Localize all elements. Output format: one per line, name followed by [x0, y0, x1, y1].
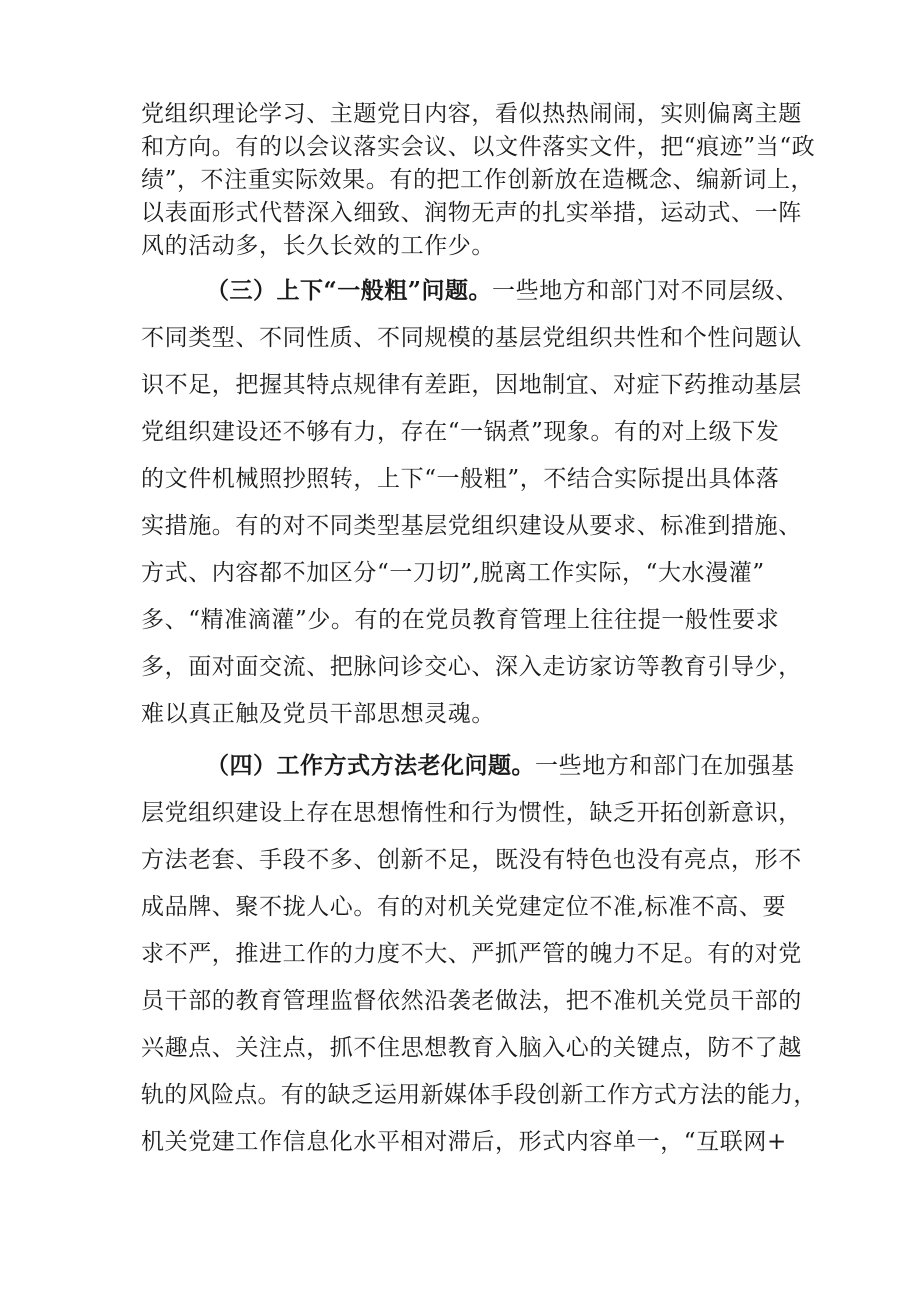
section-4-line-7: 兴趣点、关注点，抓不住思想教育入脑入心的关键点，防不了越 — [141, 1035, 802, 1061]
section-4-line-4: 成品牌、聚不拢人心。有的对机关党建定位不准,标准不高、要 — [141, 894, 787, 920]
section-4-line-6: 员干部的教育管理监督依然沿袭老做法，把不准机关党员干部的 — [141, 988, 802, 1014]
section-3-line-4: 党组织建设还不够有力，存在“一锅煮”现象。有的对上级下发 — [141, 419, 780, 445]
section-3-line-2: 不同类型、不同性质、不同规模的基层党组织共性和个性问题认 — [141, 325, 802, 351]
section-3-first-line — [206, 277, 799, 305]
paragraph-1-line-1: 党组织理论学习、主题党日内容，看似热热闹闹，实则偏离主题 — [141, 101, 802, 127]
section-3-line-9: 多，面对面交流、把脉问诊交心、深入走访家访等教育引导少， — [141, 654, 802, 680]
section-4-first-line-text: 一些地方和部门在加强基 — [535, 753, 795, 779]
paragraph-1-line-4: 以表面形式代替深入细致、润物无声的扎实举措，运动式、一阵 — [141, 200, 802, 226]
section-4-line-9: 机关党建工作信息化水平相对滞后，形式内容单一，“互联网+ — [141, 1129, 787, 1155]
paragraph-1-line-3: 绩”，不注重实际效果。有的把工作创新放在造概念、编新词上， — [141, 167, 815, 193]
section-3-first-line-text: 一些地方和部门对不同层级、 — [491, 278, 799, 304]
paragraph-1-line-2: 和方向。有的以会议落实会议、以文件落实文件，把“痕迹”当“政 — [141, 134, 816, 160]
section-3-heading: （三）上下“一般粗”问题。 — [206, 277, 492, 304]
section-3-line-3: 识不足，把握其特点规律有差距，因地制宜、对症下药推动基层 — [141, 372, 802, 398]
section-3-line-5: 的文件机械照抄照转，上下“一般粗”，不结合实际提出具体落 — [141, 466, 780, 492]
section-4-line-5: 求不严，推进工作的力度不大、严抓严管的魄力不足。有的对党 — [141, 941, 802, 967]
section-3-line-6: 实措施。有的对不同类型基层党组织建设从要求、标准到措施、 — [141, 513, 802, 539]
section-4-heading: （四）工作方式方法老化问题。 — [206, 752, 535, 779]
section-3-line-10: 难以真正触及党员干部思想灵魂。 — [141, 701, 495, 727]
section-3-line-8: 多、“精准滴灌”少。有的在党员教育管理上往往提一般性要求 — [141, 607, 780, 633]
section-4-line-3: 方法老套、手段不多、创新不足，既没有特色也没有亮点，形不 — [141, 847, 802, 873]
section-4-first-line — [206, 752, 795, 780]
paragraph-1-line-5: 风的活动多，长久长效的工作少。 — [141, 233, 495, 259]
section-4-line-8: 轨的风险点。有的缺乏运用新媒体手段创新工作方式方法的能力， — [141, 1082, 817, 1108]
section-3-line-7: 方式、内容都不加区分“一刀切”,脱离工作实际，“大水漫灌” — [141, 560, 765, 586]
section-4-line-2: 层党组织建设上存在思想惰性和行为惯性，缺乏开拓创新意识， — [141, 800, 802, 826]
